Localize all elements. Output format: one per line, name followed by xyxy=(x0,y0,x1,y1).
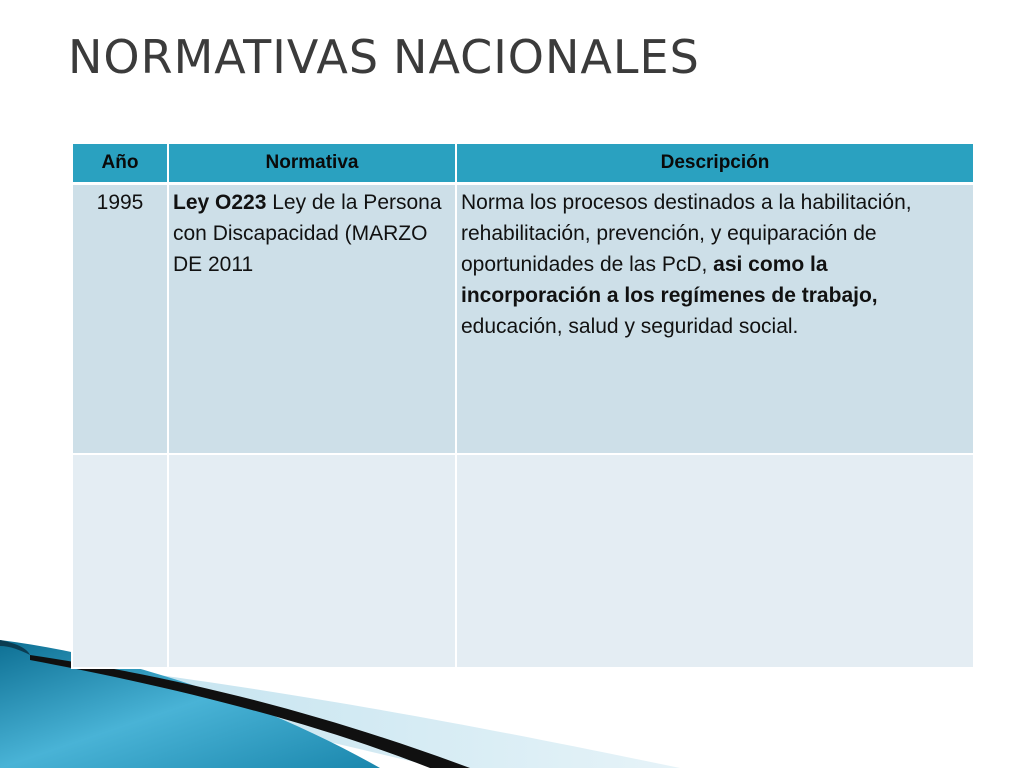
descripcion-cell xyxy=(456,184,974,455)
description-bold: asi como la incorporación a los regímenes de trabajo, xyxy=(461,253,878,307)
table-row xyxy=(72,184,974,455)
normativas-table xyxy=(71,142,975,669)
year-cell: 1995 xyxy=(72,184,168,455)
title-word-1: NORMATIVAS xyxy=(68,30,380,84)
descripcion-cell xyxy=(456,454,974,668)
law-title: Ley de la Persona con Discapacidad (MARZO DE 2011 xyxy=(173,191,442,276)
table-row xyxy=(72,454,974,668)
title-word-2: NACIONALES xyxy=(393,30,700,84)
header-normativa: Normativa xyxy=(168,143,456,184)
law-name: Ley O223 xyxy=(173,191,267,214)
page-title xyxy=(68,30,700,84)
header-year: Año xyxy=(72,143,168,184)
header-descripcion: Descripción xyxy=(456,143,974,184)
description-part-1: Norma los procesos destinados a la habilitación, rehabilitación, prevención, y equiparación de oportunidades de las PcD, xyxy=(461,191,912,276)
swoosh-dark-edge xyxy=(0,640,30,655)
swoosh-black-stroke xyxy=(30,655,470,768)
normativa-cell xyxy=(168,454,456,668)
year-cell xyxy=(72,454,168,668)
table-header-row xyxy=(72,143,974,184)
normativa-cell xyxy=(168,184,456,455)
description-part-2: educación, salud y seguridad social. xyxy=(461,315,799,338)
swoosh-pale-band xyxy=(40,660,680,768)
